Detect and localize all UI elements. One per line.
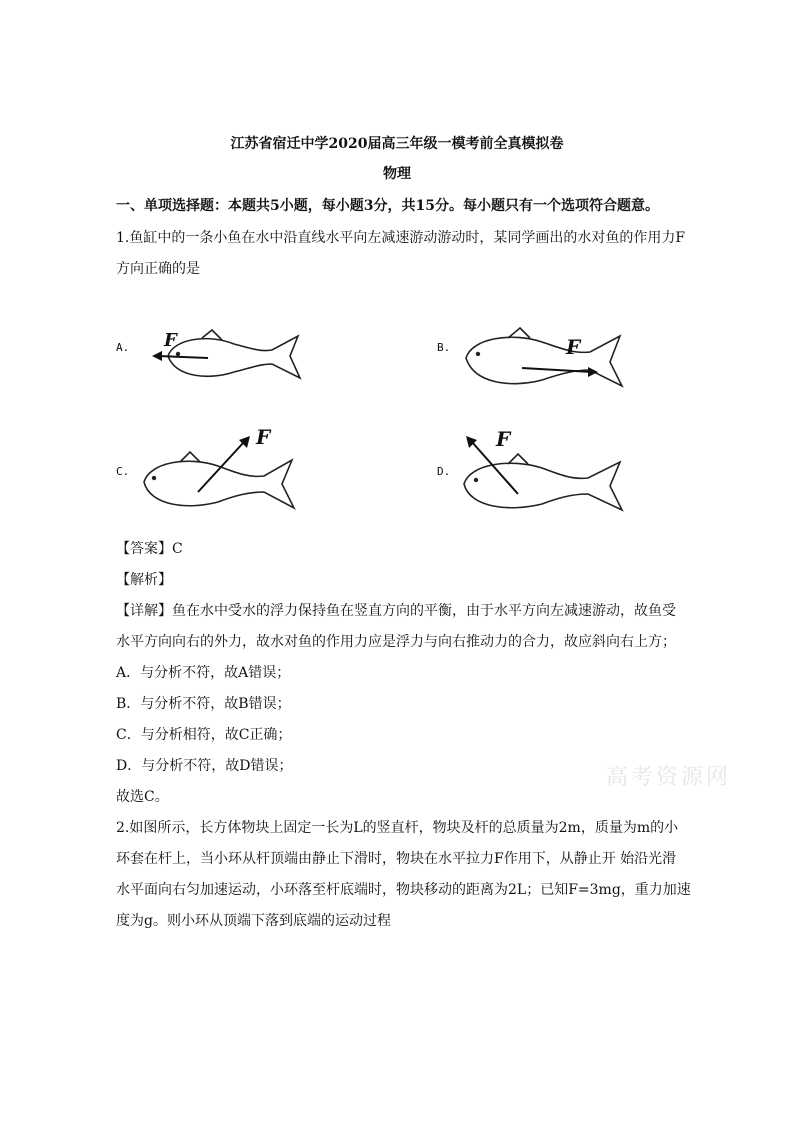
q1-choice-a: A．与分析不符，故A错误；	[116, 665, 291, 681]
option-d-letter: D.	[437, 465, 451, 478]
section-heading: 一、单项选择题：本题共5小题，每小题3分，共15分。每小题只有一个选项符合题意。	[116, 198, 659, 214]
q1-choice-c: C．与分析相符，故C正确；	[116, 727, 292, 743]
option-a-figure	[140, 320, 320, 394]
q1-choice-b: B．与分析不符，故B错误；	[116, 696, 291, 712]
q2-line2: 环套在杆上，当小环从杆顶端由静止下滑时，物块在水平拉力F作用下，从静止开 始沿光滑	[116, 851, 677, 867]
option-c-letter: C.	[116, 465, 130, 478]
fish-force-up-left-diagram	[456, 424, 636, 524]
q2-line3: 水平面向右匀加速运动，小环落至杆底端时，物块移动的距离为2L；已知F=3mg，重力加速	[116, 882, 691, 898]
option-a-letter: A.	[116, 341, 130, 354]
q2-line4: 度为g。则小环从顶端下落到底端的运动过程	[116, 913, 391, 929]
q1-stem-line1: 1.鱼缸中的一条小鱼在水中沿直线水平向左减速游动游动时，某同学画出的水对鱼的作用力F	[116, 230, 686, 246]
page-title: 江苏省宿迁中学2020届高三年级一模考前全真模拟卷	[230, 136, 564, 152]
q1-conclusion: 故选C。	[116, 789, 169, 805]
q1-choice-d: D．与分析不符，故D错误；	[116, 758, 293, 774]
force-label-a: F	[164, 330, 177, 351]
subject-title: 物理	[383, 166, 411, 182]
option-c-figure	[136, 422, 306, 526]
q1-stem-line2: 方向正确的是	[116, 261, 200, 277]
fish-force-up-right-diagram	[136, 422, 306, 522]
q1-answer: 【答案】C	[116, 541, 183, 557]
option-b-letter: B.	[437, 341, 451, 354]
q2-line1: 2.如图所示，长方体物块上固定一长为L的竖直杆，物块及杆的总质量为2m，质量为m的小	[116, 820, 679, 836]
fish-force-left-diagram	[140, 320, 320, 390]
fish-force-right-diagram	[456, 322, 636, 402]
watermark: 高考资源网	[606, 765, 732, 790]
q1-detail-line2: 水平方向向右的外力，故水对鱼的作用力应是浮力与向右推动力的合力，故应斜向右上方；	[116, 634, 676, 650]
q1-analysis-head: 【解析】	[116, 572, 172, 588]
force-label-b: F	[566, 335, 581, 359]
force-label-c: F	[256, 425, 271, 449]
option-d-figure	[456, 424, 636, 528]
q1-detail-line1: 【详解】鱼在水中受水的浮力保持鱼在竖直方向的平衡，由于水平方向左减速游动，故鱼受	[116, 603, 676, 619]
option-b-figure	[456, 322, 636, 406]
force-label-d: F	[496, 427, 511, 451]
